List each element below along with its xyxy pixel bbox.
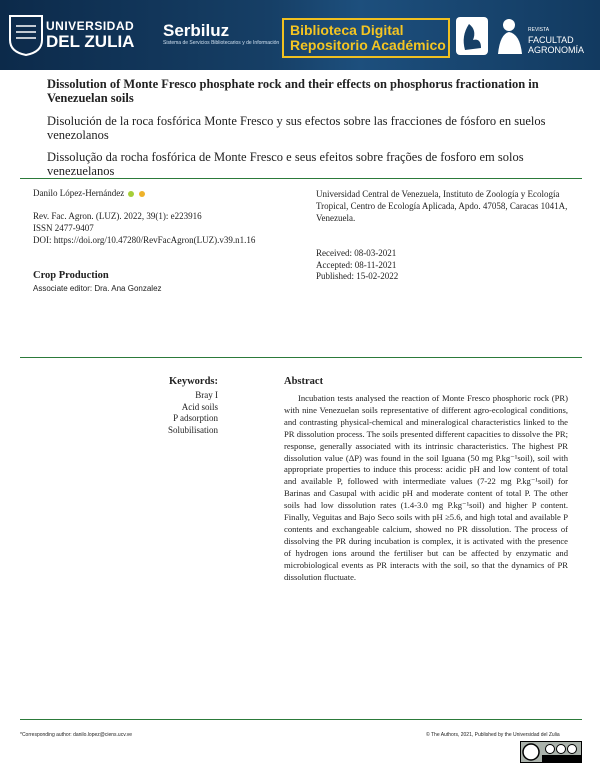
digital-library-badge: Biblioteca Digital Repositorio Académico bbox=[282, 18, 450, 58]
author-name: Danilo López-Hernández bbox=[33, 188, 125, 198]
article-title-portuguese: Dissolução da rocha fosfórica de Monte Fresco e seus efeitos sobre frações de fosforo em solos venezuelanos bbox=[47, 150, 524, 178]
university-name: UNIVERSIDAD DEL ZULIA bbox=[46, 19, 135, 51]
divider bbox=[20, 178, 582, 179]
creative-commons-icon[interactable] bbox=[520, 741, 582, 763]
published-date: Published: 15-02-2022 bbox=[316, 271, 399, 281]
serbiluz-logo: Serbiluz Sistema de Servicios Bibliotecarios y de Información bbox=[163, 21, 280, 46]
issn: ISSN 2477-9407 bbox=[33, 223, 94, 233]
article-title-spanish: Disolución de la roca fosfórica Monte Fresco y sus efectos sobre las fracciones de fósforo en suelos venezolanos bbox=[47, 114, 546, 142]
keyword-item: Acid soils bbox=[181, 402, 218, 412]
farmer-icon bbox=[492, 16, 526, 56]
author-line bbox=[33, 188, 145, 199]
article-title-english: Dissolution of Monte Fresco phosphate rock and their effects on phosphorus fractionation in Venezuelan soils bbox=[47, 77, 539, 105]
keyword-item: Bray I bbox=[195, 390, 218, 400]
abstract-heading: Abstract bbox=[284, 376, 324, 387]
keyword-item: P adsorption bbox=[173, 413, 218, 423]
associate-editor: Associate editor: Dra. Ana Gonzalez bbox=[33, 284, 162, 293]
keyword-item: Solubilisation bbox=[167, 425, 218, 435]
doi-link[interactable]: DOI: https://doi.org/10.47280/RevFacAgron(LUZ).v39.n1.16 bbox=[33, 235, 256, 245]
corresponding-author: *Corresponding author: danilo.lopez@ciens.ucv.ve bbox=[20, 732, 132, 738]
author-affiliation: Universidad Central de Venezuela, Instituto de Zoología y Ecología Tropical, Centro de Ecología Aplicada, Apdo. 47058, Caracas 1041A, Venezuela. bbox=[316, 189, 568, 223]
university-seal-icon bbox=[8, 14, 44, 56]
received-date: Received: 08-03-2021 bbox=[316, 248, 397, 258]
header-banner bbox=[0, 0, 600, 70]
copyright-notice: © The Authors, 2021, Published by the Universidad del Zulia bbox=[426, 732, 560, 738]
divider bbox=[20, 719, 582, 720]
keywords-heading: Keywords: bbox=[169, 376, 218, 387]
divider bbox=[20, 357, 582, 358]
journal-citation: Rev. Fac. Agron. (LUZ). 2022, 39(1): e223916 bbox=[33, 211, 202, 221]
section-name: Crop Production bbox=[33, 270, 109, 281]
abstract-text: Incubation tests analysed the reaction of Monte Fresco phosphoric rock (PR) with nine Venezuelan soils representative of different agro-ecological conditions, and contrasting physical-chemical and mineralogical characteristics linked to the PR dissolution process. The soils presented different capacities to dissolve the PR; response, generally associated with its intrinsic characteristics. The highest PR dissolution value (ΔP) was found in the soil Iguana (50 mg P.kg⁻¹soil), soil with appropriate properties to induce this process: acidic pH and low content of total and available P, followed with intermediate values (7-22 mg P.kg⁻¹soil) for Barinas and Casupal with acidic pH and moderate content of total P. The other soils had low dissolution rates (1.4-3.0 mg P.kg⁻¹soil) and higher P content. Finally, Veguitas and Bajo Seco soils with pH ≥5.6, and high total and available P contents and exchangeable calcium, showed no PR dissolution. The process of dissolving the PR during incubation is complex, it is activated with the presence of hydrogen ions around the fertiliser but can be affected by enzymatic and microbiological events as PR interacts with the soil, so that the dynamics of PR dissolution fluctuate. bbox=[284, 393, 568, 582]
contact-icon[interactable] bbox=[139, 191, 145, 197]
faculty-emblem-icon bbox=[455, 16, 489, 56]
faculty-journal-logo: REVISTA FACULTAD AGRONOMÍA bbox=[528, 27, 585, 55]
accepted-date: Accepted: 08-11-2021 bbox=[316, 260, 397, 270]
orcid-icon[interactable] bbox=[128, 191, 134, 197]
